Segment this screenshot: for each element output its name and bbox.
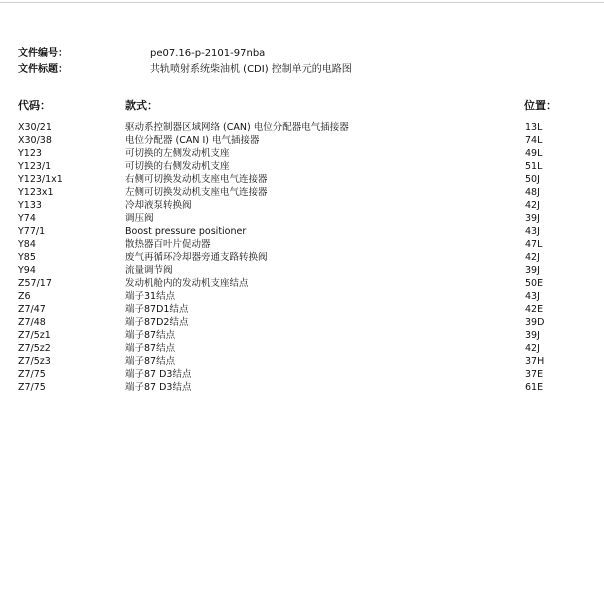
row-position: 42J: [525, 252, 540, 263]
row-code: Y74: [18, 213, 36, 224]
table-row: [0, 316, 604, 329]
row-code: X30/38: [18, 135, 52, 146]
document-number-label: 文件编号：: [18, 48, 68, 59]
table-row: [0, 160, 604, 173]
row-position: 74L: [525, 135, 543, 146]
row-code: Y123: [18, 148, 42, 159]
document-title-label: 文件标题：: [18, 64, 68, 75]
table-row: [0, 329, 604, 342]
table-row: [0, 186, 604, 199]
document-title-value: 共轨喷射系统柴油机 (CDI) 控制单元的电路图: [150, 64, 352, 75]
row-position: 37H: [525, 356, 545, 367]
row-description: 端子87D2结点: [125, 317, 189, 328]
row-description: 端子87D1结点: [125, 304, 189, 315]
table-row: [0, 238, 604, 251]
row-description: 流量调节阀: [125, 265, 173, 276]
row-code: Z7/48: [18, 317, 46, 328]
table-row: [0, 134, 604, 147]
column-header-position: 位置：: [524, 99, 557, 112]
column-header-description: 款式：: [125, 99, 158, 112]
row-code: Y123/1: [18, 161, 52, 172]
table-row: [0, 251, 604, 264]
table-row: [0, 173, 604, 186]
row-description: 驱动系控制器区域网络 (CAN) 电位分配器电气插接器: [125, 122, 349, 133]
row-position: 42J: [525, 343, 540, 354]
row-code: Y77/1: [18, 226, 46, 237]
row-description: 端子31结点: [125, 291, 176, 302]
row-code: Y85: [18, 252, 36, 263]
component-table: [0, 121, 604, 394]
row-description: 端子87结点: [125, 343, 176, 354]
row-description: 端子87 D3结点: [125, 382, 192, 393]
row-description: 废气再循环冷却器旁通支路转换阀: [125, 252, 268, 263]
table-row: [0, 264, 604, 277]
row-position: 51L: [525, 161, 543, 172]
row-description: 左侧可切换发动机支座电气连接器: [125, 187, 268, 198]
row-description: 发动机舱内的发动机支座结点: [125, 278, 249, 289]
table-row: [0, 277, 604, 290]
row-position: 39J: [525, 265, 540, 276]
table-row: [0, 290, 604, 303]
row-code: Z7/47: [18, 304, 46, 315]
row-code: Z7/75: [18, 382, 46, 393]
row-description: 调压阀: [125, 213, 154, 224]
row-description: 冷却液泵转换阀: [125, 200, 192, 211]
table-row: [0, 147, 604, 160]
table-row: [0, 121, 604, 134]
row-position: 61E: [525, 382, 544, 393]
table-row: [0, 381, 604, 394]
row-code: Z7/5z3: [18, 356, 51, 367]
row-code: Y123x1: [18, 187, 54, 198]
row-position: 47L: [525, 239, 543, 250]
row-code: Z7/5z1: [18, 330, 51, 341]
row-description: 右侧可切换发动机支座电气连接器: [125, 174, 268, 185]
row-position: 42J: [525, 200, 540, 211]
row-position: 42E: [525, 304, 544, 315]
row-code: Z7/5z2: [18, 343, 51, 354]
row-description: 端子87结点: [125, 356, 176, 367]
row-position: 43J: [525, 291, 540, 302]
table-row: [0, 355, 604, 368]
row-position: 43J: [525, 226, 540, 237]
row-code: Y94: [18, 265, 36, 276]
row-code: Y123/1x1: [18, 174, 63, 185]
top-divider: [0, 2, 604, 3]
row-code: Z6: [18, 291, 31, 302]
row-description: 端子87 D3结点: [125, 369, 192, 380]
row-position: 39J: [525, 330, 540, 341]
row-description: 端子87结点: [125, 330, 176, 341]
row-code: Y133: [18, 200, 42, 211]
row-description: 电位分配器 (CAN I) 电气插接器: [125, 135, 260, 146]
table-row: [0, 225, 604, 238]
row-position: 49L: [525, 148, 543, 159]
row-description: 可切换的右侧发动机支座: [125, 161, 230, 172]
table-row: [0, 199, 604, 212]
row-position: 13L: [525, 122, 543, 133]
row-code: Z7/75: [18, 369, 46, 380]
row-position: 48J: [525, 187, 540, 198]
table-row: [0, 368, 604, 381]
row-position: 50E: [525, 278, 544, 289]
row-code: X30/21: [18, 122, 52, 133]
table-row: [0, 303, 604, 316]
row-position: 37E: [525, 369, 544, 380]
row-position: 39D: [525, 317, 545, 328]
row-code: Z57/17: [18, 278, 52, 289]
row-description: Boost pressure positioner: [125, 226, 247, 237]
row-position: 50J: [525, 174, 540, 185]
document-number-value: pe07.16-p-2101-97nba: [150, 48, 266, 59]
row-code: Y84: [18, 239, 36, 250]
row-position: 39J: [525, 213, 540, 224]
table-row: [0, 212, 604, 225]
row-description: 散热器百叶片促动器: [125, 239, 211, 250]
row-description: 可切换的左侧发动机支座: [125, 148, 230, 159]
table-row: [0, 342, 604, 355]
column-header-code: 代码：: [18, 99, 51, 112]
